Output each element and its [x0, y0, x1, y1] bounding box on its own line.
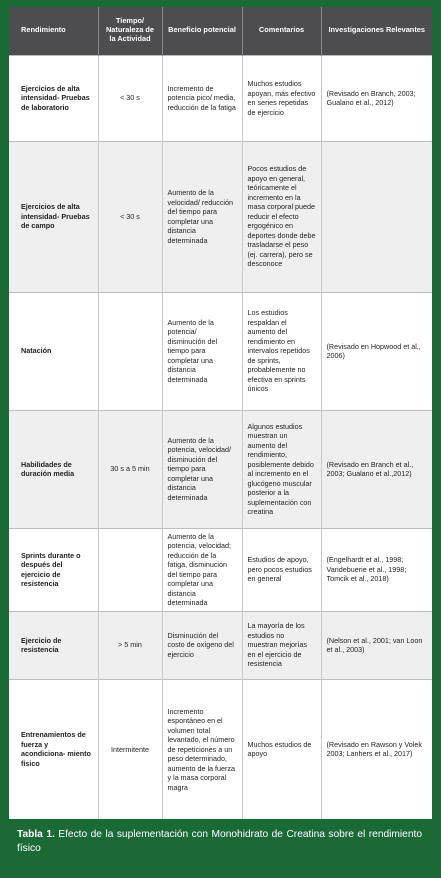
cell-tiempo: 30 s a 5 min — [98, 410, 162, 528]
cell-comentarios: Estudios de apoyo, pero pocos estudios en general — [242, 528, 321, 611]
cell-rendimiento: Ejercicios de alta intensidad- Pruebas de campo — [9, 141, 98, 292]
header-tiempo: Tiempo/ Naturaleza de la Actividad — [98, 7, 162, 55]
cell-beneficio: Aumento de la potencia/ disminución del tiempo para completar una distancia determinada — [162, 292, 242, 410]
table-row — [9, 141, 432, 292]
cell-rendimiento: Sprints durante o después del ejercicio de resistencia — [9, 528, 98, 611]
cell-investigaciones: (Revisado en Hopwood et al., 2006) — [321, 292, 432, 410]
cell-investigaciones: (Nelson et al., 2001; van Loon et al., 2003) — [321, 611, 432, 679]
header-beneficio: Beneficio potencial — [162, 7, 242, 55]
cell-comentarios: Algunos estudios muestran un aumento del rendimiento, posiblemente debido al incremento en el glucógeno muscular posterior a la suplementación con creatina — [242, 410, 321, 528]
cell-investigaciones: (Engelhardt et al., 1998; Vandebuerie et al., 1998; Tomcik et al., 2018) — [321, 528, 432, 611]
header-rendimiento: Rendimiento — [9, 7, 98, 55]
cell-tiempo — [98, 292, 162, 410]
cell-rendimiento: Habilidades de duración media — [9, 410, 98, 528]
cell-tiempo: > 5 min — [98, 611, 162, 679]
cell-investigaciones: (Revisado en Branch et al., 2003; Gualano et al.,2012) — [321, 410, 432, 528]
cell-tiempo: < 30 s — [98, 55, 162, 141]
table-row — [9, 611, 432, 679]
cell-investigaciones: (Revisado en Rawson y Volek 2003; Lanhers et al., 2017) — [321, 679, 432, 819]
cell-investigaciones: (Revisado en Branch, 2003; Gualano et al., 2012) — [321, 55, 432, 141]
table-row — [9, 679, 432, 819]
cell-beneficio: Aumento de la potencia, velocidad/ disminución del tiempo para completar una distancia determinada — [162, 410, 242, 528]
cell-tiempo: Intermitente — [98, 679, 162, 819]
cell-tiempo — [98, 528, 162, 611]
table-row — [9, 528, 432, 611]
cell-beneficio: Disminución del costo de oxígeno del ejercicio — [162, 611, 242, 679]
table-container — [9, 7, 432, 819]
cell-comentarios: Los estudios respaldan el aumento del rendimiento en intervalos repetidos de sprints, probablemente no efectiva en sprints únicos — [242, 292, 321, 410]
cell-investigaciones — [321, 141, 432, 292]
table-row — [9, 55, 432, 141]
creatine-effects-table — [9, 7, 432, 819]
header-investigaciones: Investigaciones Relevantes — [321, 7, 432, 55]
cell-rendimiento: Ejercicios de alta intensidad- Pruebas de laboratorio — [9, 55, 98, 141]
caption-text: Efecto de la suplementación con Monohidrato de Creatina sobre el rendimiento físico — [17, 829, 422, 855]
cell-beneficio: Incremento espontáneo en el volumen total levantado, el número de repeticiones a un peso determinado, aumento de la fuerza y la masa corporal magra — [162, 679, 242, 819]
cell-beneficio: Aumento de la velocidad/ reducción del tiempo para completar una distancia determinada — [162, 141, 242, 292]
table-row — [9, 292, 432, 410]
cell-beneficio: Aumento de la potencia, velocidad; reducción de la fatiga, disminución del tiempo para completar una distancia determinada — [162, 528, 242, 611]
cell-rendimiento: Ejercicio de resistencia — [9, 611, 98, 679]
cell-comentarios: La mayoría de los estudios no muestran mejorías en el ejercicio de resistencia — [242, 611, 321, 679]
cell-comentarios: Muchos estudios apoyan, más efectivo en series repetidas de ejercicio — [242, 55, 321, 141]
cell-comentarios: Pocos estudios de apoyo en general, teóricamente el incremento en la masa corporal puede reducir el efecto ergogénico en deportes donde debe trasladarse el peso (ej. carrera), pero se desconoce — [242, 141, 321, 292]
cell-tiempo: < 30 s — [98, 141, 162, 292]
caption-label: Tabla 1. — [17, 829, 55, 840]
table-header-row — [9, 7, 432, 55]
cell-rendimiento: Natación — [9, 292, 98, 410]
cell-beneficio: Incremento de potencia pico/ media, reducción de la fatiga — [162, 55, 242, 141]
header-comentarios: Comentarios — [242, 7, 321, 55]
table-row — [9, 410, 432, 528]
cell-rendimiento: Entrenamientos de fuerza y acondiciona- miento físico — [9, 679, 98, 819]
table-caption — [17, 828, 422, 857]
cell-comentarios: Muchos estudios de apoyo — [242, 679, 321, 819]
